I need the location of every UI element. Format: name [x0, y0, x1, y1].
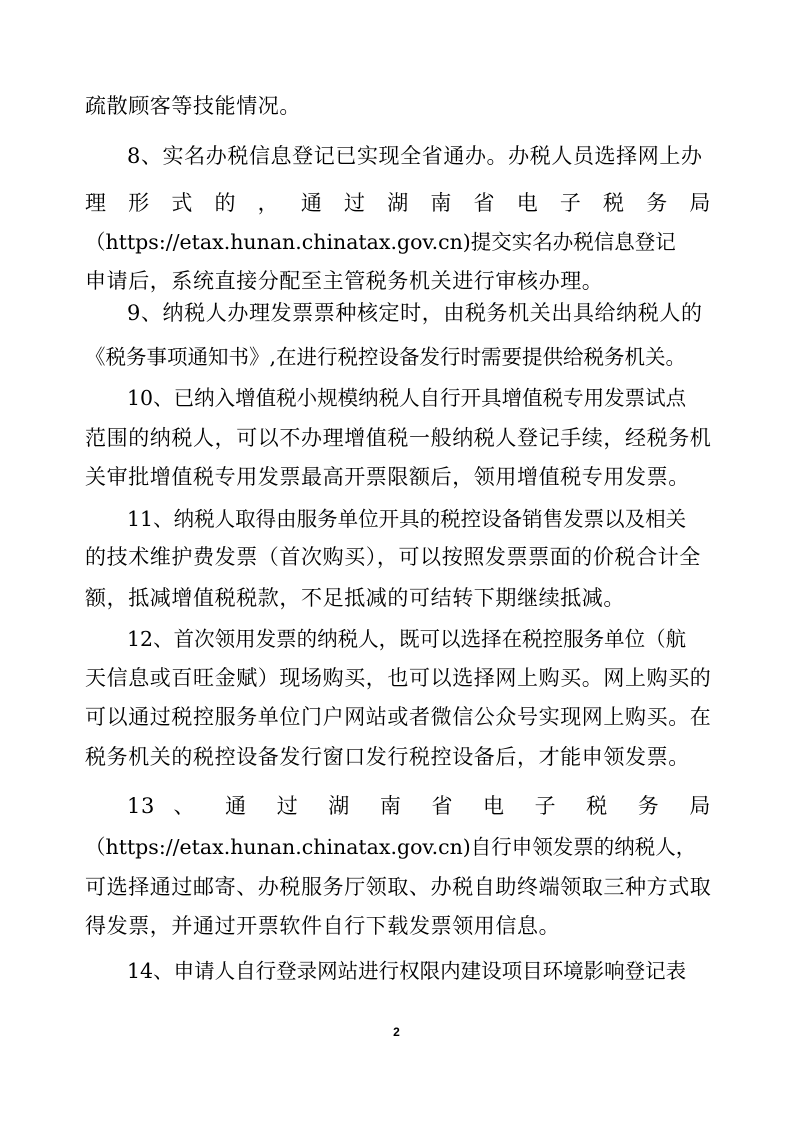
text-line-url: （https://etax.hunan.chinatax.gov.cn)自行申领发票的纳税人，: [85, 835, 697, 859]
text-line-item-14: 14、申请人自行登录网站进行权限内建设项目环境影响登记表: [127, 959, 687, 983]
text-line-item-10: 10、已纳入增值税小规模纳税人自行开具增值税专用发票试点: [127, 386, 687, 410]
text-line: 的技术维护费发票（首次购买），可以按照发票票面的价税合计全: [85, 545, 701, 569]
text-line-url: （https://etax.hunan.chinatax.gov.cn)提交实名办税信息登记: [85, 230, 676, 254]
text-line: 税务机关的税控设备发行窗口发行税控设备后，才能申领发票。: [85, 745, 690, 769]
text-line-item-12: 12、首次领用发票的纳税人，既可以选择在税控服务单位（航: [127, 627, 687, 651]
text-line-item-11: 11、纳税人取得由服务单位开具的税控设备销售发票以及相关: [127, 507, 687, 531]
text-line: 范围的纳税人，可以不办理增值税一般纳税人登记手续，经税务机: [85, 426, 712, 450]
text-line-item-13: 13 、 通 过 湖 南 省 电 子 税 务 局: [127, 794, 711, 818]
text-line: 理 形 式 的 ， 通 过 湖 南 省 电 子 税 务 局: [85, 191, 711, 215]
text-line: 可选择通过邮寄、办税服务厅领取、办税自助终端领取三种方式取: [85, 875, 712, 899]
page-number: 2: [393, 1025, 400, 1039]
text-line: 关审批增值税专用发票最高开票限额后，领用增值税专用发票。: [85, 465, 690, 489]
text-line: 申请后，系统直接分配至主管税务机关进行审核办理。: [85, 269, 604, 293]
text-line-item-8: 8、实名办税信息登记已实现全省通办。办税人员选择网上办: [127, 144, 703, 168]
text-line: 天信息或百旺金赋）现场购买，也可以选择网上购买。网上购买的: [85, 666, 712, 690]
text-line-item-9: 9、纳税人办理发票票种核定时，由税务机关出具给纳税人的: [127, 301, 703, 325]
text-line: 得发票，并通过开票软件自行下载发票领用信息。: [85, 914, 561, 938]
text-line: 疏散顾客等技能情况。: [85, 94, 301, 118]
text-line: 《税务事项通知书》,在进行税控设备发行时需要提供给税务机关。: [85, 345, 687, 369]
text-line: 额，抵减增值税税款，不足抵减的可结转下期继续抵减。: [85, 586, 625, 610]
text-line: 可以通过税控服务单位门户网站或者微信公众号实现网上购买。在: [85, 705, 712, 729]
